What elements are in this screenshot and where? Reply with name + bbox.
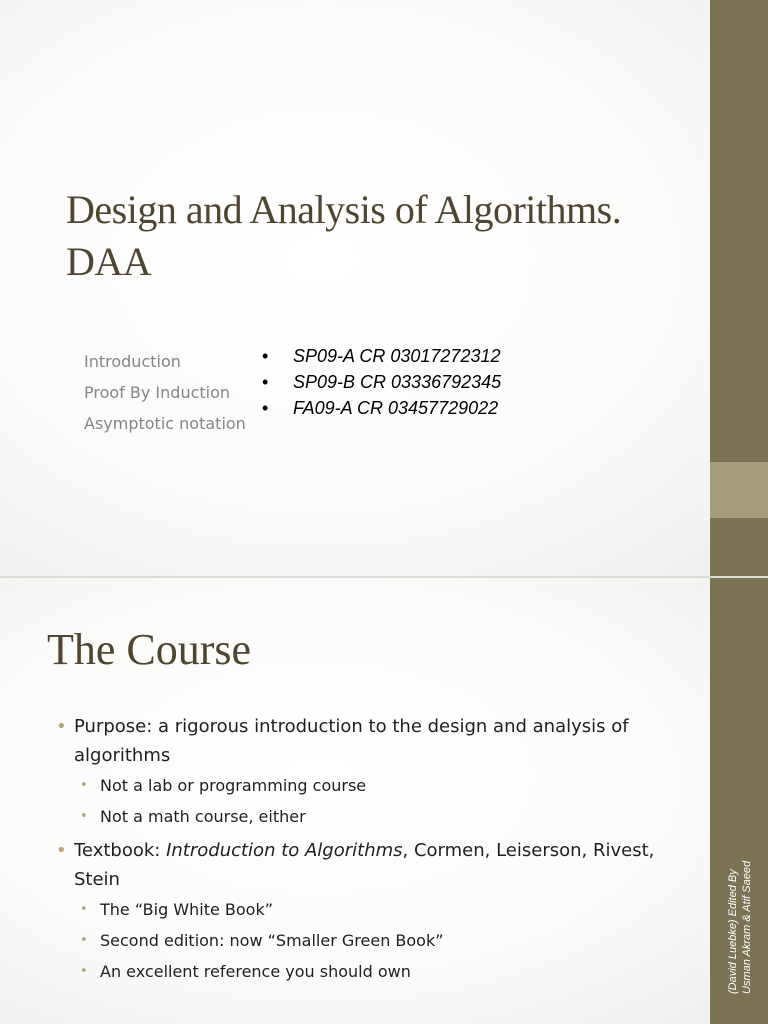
slide-sidebar [710,0,768,576]
sub-bullet-text: Second edition: now “Smaller Green Book” [100,931,444,950]
subtitle-item: Introduction [84,352,181,371]
subtitle-item: Asymptotic notation [84,414,246,433]
bullet-icon: • [262,346,269,366]
sub-bullet-text: The “Big White Book” [100,900,274,919]
bullet-icon: • [262,398,269,418]
class-contact-item [262,395,501,421]
class-contact-list [262,343,501,421]
bullet-icon: • [80,933,88,948]
textbook-title: Introduction to Algorithms [166,840,403,861]
sub-bullet [80,894,696,925]
credit-line-1: (David Luebke) Edited By [727,869,739,994]
bullet-icon: • [80,902,88,917]
slide-title [66,184,696,288]
bullet-text: Purpose: a rigorous introduction to the design and analysis of algorithms [74,716,629,766]
bullet-textbook [56,836,696,894]
sub-bullet-text: Not a lab or programming course [100,776,367,795]
slide-title: The Course [47,625,252,674]
bullet-purpose [56,712,696,770]
sub-bullet-text: An excellent reference you should own [100,962,411,981]
bullet-icon: • [80,809,88,824]
bullet-icon: • [56,840,67,861]
slide-content [56,712,696,987]
bullet-icon: • [262,372,269,392]
class-contact-item [262,343,501,369]
bullet-icon: • [80,778,88,793]
sub-bullet [80,770,696,801]
class-contact-item [262,369,501,395]
subtitle-item: Proof By Induction [84,383,231,402]
sub-bullet [80,925,696,956]
textbook-prefix: Textbook: [74,840,167,861]
title-line-1: Design and Analysis of Algorithms. [66,187,622,232]
class-contact-text: FA09-A CR 03457729022 [293,398,499,418]
sub-bullet [80,956,696,987]
bullet-icon: • [56,716,67,737]
class-contact-text: SP09-A CR 03017272312 [293,346,501,366]
textbook-authors: , Cormen, Leiserson, Rivest, Stein [74,840,655,890]
sub-bullet [80,801,696,832]
bullet-icon: • [80,964,88,979]
sidebar-credit [726,794,760,994]
slide-sidebar [710,578,768,1024]
sub-bullet-text: Not a math course, either [100,807,306,826]
title-line-2: DAA [66,239,152,284]
sidebar-accent-block [710,462,768,518]
class-contact-text: SP09-B CR 03336792345 [293,372,502,392]
course-slide [0,578,768,1024]
subtitle-list [84,346,246,439]
credit-line-2: Usman Akram & Atif Saeed [741,860,753,994]
